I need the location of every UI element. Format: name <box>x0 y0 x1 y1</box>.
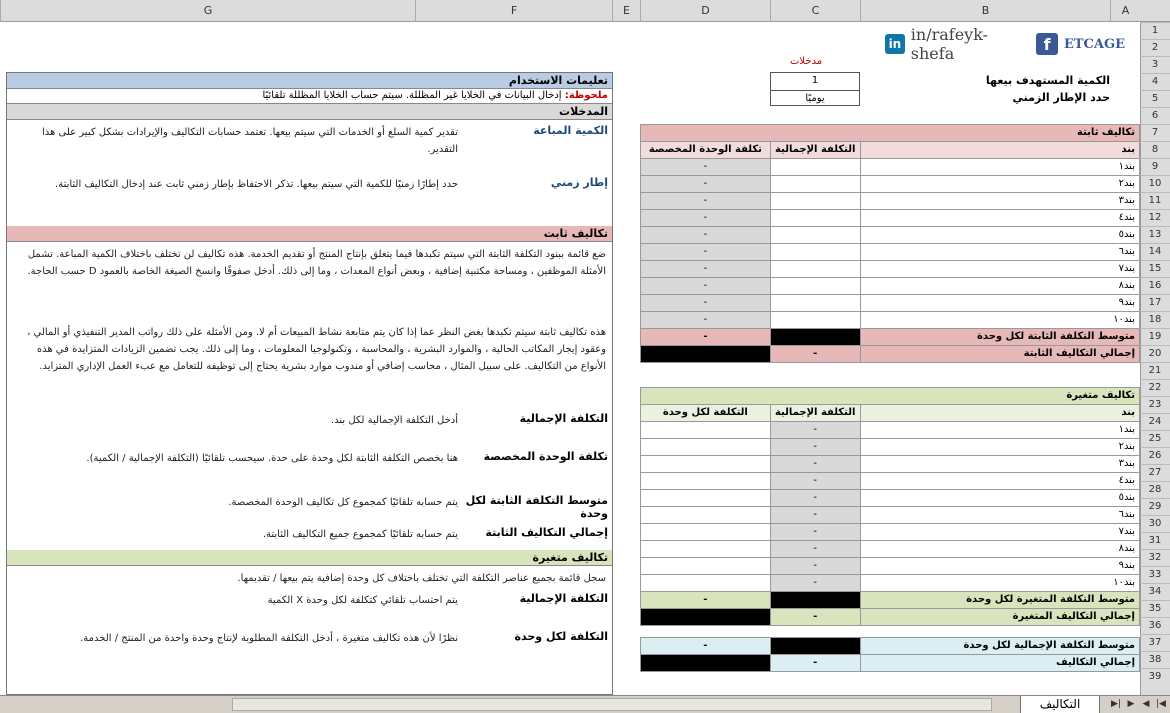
item-label[interactable]: بند٢ <box>860 439 1139 456</box>
sum-text: يتم حسابه تلقائيًا كمجموع جميع التكاليف الثابتة. <box>262 529 458 540</box>
time-key: إطار زمني <box>550 176 608 189</box>
total-cost-cell[interactable] <box>770 210 860 227</box>
row-header[interactable]: 20 <box>1140 345 1170 362</box>
variable-section-title: تكاليف متغيرة <box>7 550 612 566</box>
row-header[interactable]: 33 <box>1140 566 1170 583</box>
row-header[interactable]: 28 <box>1140 481 1170 498</box>
fixed-total-label: إجمالي التكاليف الثابتة <box>860 346 1139 363</box>
unit-cost-cell[interactable] <box>641 541 771 558</box>
row-header[interactable]: 5 <box>1140 90 1170 107</box>
row-header[interactable]: 7 <box>1140 124 1170 141</box>
total-cost-cell[interactable] <box>770 193 860 210</box>
fixed-total-value[interactable]: - <box>770 346 860 363</box>
row-header[interactable]: 34 <box>1140 583 1170 600</box>
note-text: إدخال البيانات في الخلايا غير المظللة. سيتم حساب الخلايا المظللة تلقائيًا <box>262 90 562 101</box>
totals-table <box>640 637 1140 672</box>
worksheet <box>0 22 1140 695</box>
row-header[interactable]: 11 <box>1140 192 1170 209</box>
table-row <box>641 261 1140 278</box>
row-header[interactable]: 37 <box>1140 634 1170 651</box>
vunit-text: نظرًا لأن هذه تكاليف متغيرة ، أدخل التكلفة المطلوبة لإنتاج وحدة واحدة من المنتج / الخدمة. <box>80 633 458 644</box>
unit-cost-cell[interactable]: - <box>641 227 771 244</box>
total-cost-cell[interactable]: - <box>770 490 860 507</box>
variable-col-item: بند <box>860 405 1139 422</box>
table-row <box>641 278 1140 295</box>
total-cost-cell[interactable] <box>770 244 860 261</box>
row-header[interactable]: 12 <box>1140 209 1170 226</box>
total-cost-cell[interactable] <box>770 312 860 329</box>
total-text: أدخل التكلفة الإجمالية لكل بند. <box>330 415 458 426</box>
total-cost-cell[interactable] <box>770 295 860 312</box>
site-name[interactable]: ETCAGE <box>1063 36 1125 52</box>
unit-cost-cell[interactable]: - <box>641 176 771 193</box>
fixed-avg-blank <box>770 329 860 346</box>
avg-key: متوسط التكلفة الثابتة لكل وحدة <box>465 494 608 520</box>
item-label[interactable]: بند٥ <box>860 227 1139 244</box>
table-row <box>641 456 1140 473</box>
timeframe-label: حدد الإطار الزمني <box>1012 91 1110 104</box>
total-avg-value[interactable]: - <box>641 638 771 655</box>
variable-col-unit: التكلفة لكل وحدة <box>641 405 771 422</box>
variable-total-label: إجمالي التكاليف المتغيرة <box>860 609 1139 626</box>
fixed-col-item: بند <box>860 142 1139 159</box>
item-label[interactable]: بند١ <box>860 422 1139 439</box>
item-label[interactable]: بند٥ <box>860 490 1139 507</box>
table-row <box>641 244 1140 261</box>
table-row <box>641 490 1140 507</box>
table-row <box>641 227 1140 244</box>
vtotal-instruction <box>7 588 612 626</box>
table-row <box>641 507 1140 524</box>
fixed-costs-title: تكاليف ثابتة <box>641 125 1140 142</box>
row-header[interactable]: 9 <box>1140 158 1170 175</box>
row-header[interactable]: 14 <box>1140 243 1170 260</box>
row-header[interactable]: 4 <box>1140 73 1170 90</box>
item-label[interactable]: بند١ <box>860 159 1139 176</box>
row-header[interactable]: 39 <box>1140 668 1170 685</box>
timeframe-select[interactable]: يوميًا <box>771 90 859 107</box>
item-label[interactable]: بند١٠ <box>860 312 1139 329</box>
table-row <box>641 558 1140 575</box>
row-header[interactable]: 29 <box>1140 498 1170 515</box>
unit-cost-cell[interactable]: - <box>641 261 771 278</box>
column-header-c[interactable]: C <box>770 0 860 22</box>
row-header[interactable]: 13 <box>1140 226 1170 243</box>
row-header[interactable]: 25 <box>1140 430 1170 447</box>
variable-avg-label: متوسط التكلفة المتغيرة لكل وحدة <box>860 592 1139 609</box>
qty-text: تقدير كمية السلع أو الخدمات التي سيتم بيعها. تعتمد حسابات التكاليف والإيرادات بشكل كبير على هذا التقدير. <box>42 127 458 155</box>
sum-key: إجمالي التكاليف الثابتة <box>485 526 608 539</box>
inputs-heading: مدخلات <box>790 56 823 67</box>
row-header[interactable]: 19 <box>1140 328 1170 345</box>
total-cost-cell[interactable]: - <box>770 422 860 439</box>
item-label[interactable]: بند٧ <box>860 261 1139 278</box>
row-header-bar <box>1140 22 1170 695</box>
fixed-paragraph-2: هذه تكاليف ثابتة سيتم تكبدها بغض النظر عما إذا كان يتم متابعة نشاط المبيعات أم لا. ومن الأمثلة على ذلك رواتب المدير التنفيذي أو المالي ، وعقود إيجار المكاتب الحالية ، والموارد البشرية ، والمحاسبة ، وتكنولوجيا المعلومات ، وما إلى ذلك. يجب تضمين الزيادات المتزايدة في هذه الأنواع من التكاليف. على سبيل المثال ، محاسب إضافي أو مندوب موارد بشرية يحتاج إلى توظيفه للتعامل مع عبء العمل الإداري المتزايد. <box>27 327 606 372</box>
variable-avg-value[interactable]: - <box>641 592 771 609</box>
column-header-d[interactable]: D <box>640 0 770 22</box>
table-row <box>641 312 1140 329</box>
row-header[interactable]: 27 <box>1140 464 1170 481</box>
fixed-avg-label: متوسط التكلفة الثابتة لكل وحدة <box>860 329 1139 346</box>
total-cost-cell[interactable]: - <box>770 575 860 592</box>
unit-cost-cell[interactable] <box>641 422 771 439</box>
unit-cost-cell[interactable] <box>641 558 771 575</box>
item-label[interactable]: بند٨ <box>860 278 1139 295</box>
instructions-title: تعليمات الاستخدام <box>7 73 612 89</box>
qty-key: الكمية المباعة <box>533 124 608 137</box>
total-key: التكلفة الإجمالية <box>519 412 608 425</box>
prev-sheet-icon[interactable]: ◀ <box>1142 699 1150 709</box>
last-sheet-icon[interactable]: ▶| <box>1111 699 1121 709</box>
time-text: حدد إطارًا زمنيًا للكمية التي سيتم بيعها. تذكر الاحتفاظ بإطار زمني ثابت عند إدخال التكاليف الثابتة. <box>55 179 458 190</box>
row-header[interactable]: 32 <box>1140 549 1170 566</box>
item-label[interactable]: بند٦ <box>860 507 1139 524</box>
unit-cost-cell[interactable] <box>641 439 771 456</box>
unit-cost-cell[interactable]: - <box>641 159 771 176</box>
table-row <box>641 422 1140 439</box>
vtotal-key: التكلفة الإجمالية <box>519 592 608 605</box>
unit-cost-cell[interactable]: - <box>641 312 771 329</box>
unit-cost-cell[interactable] <box>641 473 771 490</box>
item-label[interactable]: بند٢ <box>860 176 1139 193</box>
unit-cost-cell[interactable] <box>641 524 771 541</box>
avg-text: يتم حسابه تلقائيًا كمجموع كل تكاليف الوحدة المخصصة. <box>228 497 458 508</box>
total-instruction <box>7 408 612 446</box>
unit-cost-cell[interactable] <box>641 575 771 592</box>
item-label[interactable]: بند١٠ <box>860 575 1139 592</box>
total-costs-label: إجمالي التكاليف <box>860 655 1139 672</box>
brand-links <box>885 25 1125 63</box>
table-row <box>641 575 1140 592</box>
unit-cost-cell[interactable] <box>641 456 771 473</box>
facebook-icon[interactable]: f <box>1036 33 1058 55</box>
row-header[interactable]: 30 <box>1140 515 1170 532</box>
unit-instruction <box>7 446 612 490</box>
total-cost-cell[interactable]: - <box>770 439 860 456</box>
item-label[interactable]: بند٧ <box>860 524 1139 541</box>
instructions-note <box>7 89 612 104</box>
variable-costs-title: تكاليف متغيرة <box>641 388 1140 405</box>
unit-cost-cell[interactable]: - <box>641 210 771 227</box>
inputs-box <box>770 72 860 106</box>
qty-instruction <box>7 120 612 172</box>
item-label[interactable]: بند٤ <box>860 473 1139 490</box>
table-row <box>641 176 1140 193</box>
row-header[interactable]: 38 <box>1140 651 1170 668</box>
total-cost-cell[interactable] <box>770 227 860 244</box>
row-header[interactable]: 3 <box>1140 56 1170 73</box>
variable-total-value[interactable]: - <box>770 609 860 626</box>
sum-instruction <box>7 522 612 550</box>
variable-costs-table <box>640 387 1140 626</box>
fixed-section-title: تكاليف ثابت <box>7 226 612 242</box>
item-label[interactable]: بند٦ <box>860 244 1139 261</box>
linkedin-icon[interactable]: in <box>885 34 905 54</box>
table-row <box>641 210 1140 227</box>
time-instruction <box>7 172 612 226</box>
variable-avg-blank <box>770 592 860 609</box>
total-avg-label: متوسط التكلفة الإجمالية لكل وحدة <box>860 638 1139 655</box>
vtotal-text: يتم احتساب تلقائي كتكلفة لكل وحدة X الكمية <box>267 595 458 606</box>
item-label[interactable]: بند٤ <box>860 210 1139 227</box>
sheet-tab-costs[interactable]: التكاليف <box>1020 696 1100 713</box>
avg-instruction <box>7 490 612 522</box>
first-sheet-icon[interactable]: |◀ <box>1156 699 1166 709</box>
variable-total-blank <box>641 609 771 626</box>
unit-cost-cell[interactable]: - <box>641 193 771 210</box>
fixed-col-total: التكلفة الإجمالية <box>770 142 860 159</box>
unit-cost-cell[interactable] <box>641 490 771 507</box>
row-header[interactable]: 6 <box>1140 107 1170 124</box>
total-cost-cell[interactable]: - <box>770 541 860 558</box>
column-header-f[interactable]: F <box>415 0 612 22</box>
table-row <box>641 159 1140 176</box>
row-header[interactable]: 17 <box>1140 294 1170 311</box>
vunit-key: التكلفة لكل وحدة <box>514 630 608 643</box>
linkedin-handle[interactable]: in/rafeyk-shefa <box>910 25 989 63</box>
quantity-label: الكمية المستهدف بيعها <box>985 74 1110 87</box>
row-header[interactable]: 31 <box>1140 532 1170 549</box>
total-cost-cell[interactable]: - <box>770 507 860 524</box>
column-header-bar <box>0 0 1170 22</box>
unit-cost-cell[interactable]: - <box>641 295 771 312</box>
total-cost-cell[interactable]: - <box>770 473 860 490</box>
row-header[interactable]: 8 <box>1140 141 1170 158</box>
unit-cost-cell[interactable] <box>641 507 771 524</box>
horizontal-scrollbar[interactable] <box>232 698 992 711</box>
fixed-total-blank <box>641 346 771 363</box>
column-header-g[interactable]: G <box>0 0 415 22</box>
total-cost-cell[interactable] <box>770 278 860 295</box>
table-row <box>641 295 1140 312</box>
table-row <box>641 524 1140 541</box>
item-label[interactable]: بند٩ <box>860 558 1139 575</box>
total-cost-cell[interactable] <box>770 261 860 278</box>
total-cost-cell[interactable]: - <box>770 524 860 541</box>
next-sheet-icon[interactable]: ▶ <box>1127 699 1135 709</box>
row-header[interactable]: 26 <box>1140 447 1170 464</box>
total-cost-cell[interactable]: - <box>770 456 860 473</box>
instructions-panel <box>6 72 613 695</box>
fixed-col-unit: تكلفة الوحدة المخصصة <box>641 142 771 159</box>
inputs-section-title: المدخلات <box>7 104 612 120</box>
total-cost-cell[interactable] <box>770 159 860 176</box>
unit-key: تكلفة الوحدة المخصصة <box>483 450 608 463</box>
row-header[interactable]: 22 <box>1140 379 1170 396</box>
table-row <box>641 439 1140 456</box>
unit-text: هنا بخصص التكلفة الثابتة لكل وحدة على حدة. سيحسب تلقائيًا (التكلفة الإجمالية / الكمية). <box>86 453 458 464</box>
item-label[interactable]: بند٣ <box>860 193 1139 210</box>
total-avg-blank <box>770 638 860 655</box>
column-header-b[interactable]: B <box>860 0 1110 22</box>
row-header[interactable]: 21 <box>1140 362 1170 379</box>
row-header[interactable]: 16 <box>1140 277 1170 294</box>
table-row <box>641 541 1140 558</box>
total-costs-blank <box>641 655 771 672</box>
row-header[interactable]: 10 <box>1140 175 1170 192</box>
row-header[interactable]: 18 <box>1140 311 1170 328</box>
quantity-input[interactable]: 1 <box>811 75 819 86</box>
fixed-paragraph-1: ضع قائمة ببنود التكلفة الثابتة التي سيتم تكبدها فيما يتعلق بإنتاج المنتج أو تقديم الخدمة. هذه تكاليف لن تختلف باختلاف الكمية المباعة. تشمل الأمثلة الموظفين ، ومساحة مكتبية إضافية ، وبعض أنواع المعدات ، وما إلى ذلك. أدخل صفوفًا وانسخ الصيغة الخاصة بالعمود D حسب الحاجة. <box>27 249 606 277</box>
total-costs-value[interactable]: - <box>770 655 860 672</box>
item-label[interactable]: بند٣ <box>860 456 1139 473</box>
row-header[interactable]: 15 <box>1140 260 1170 277</box>
variable-col-total: التكلفة الإجمالية <box>770 405 860 422</box>
row-header[interactable]: 36 <box>1140 617 1170 634</box>
column-header-e[interactable]: E <box>612 0 640 22</box>
fixed-costs-table <box>640 124 1140 363</box>
row-header[interactable]: 1 <box>1140 22 1170 39</box>
row-header[interactable]: 24 <box>1140 413 1170 430</box>
sheet-tabs-bar <box>0 695 1170 713</box>
total-cost-cell[interactable] <box>770 176 860 193</box>
note-label: ملحوظة: <box>564 90 608 101</box>
table-row <box>641 193 1140 210</box>
table-row <box>641 473 1140 490</box>
column-header-a[interactable]: A <box>1110 0 1140 22</box>
unit-cost-cell[interactable]: - <box>641 244 771 261</box>
total-cost-cell[interactable]: - <box>770 558 860 575</box>
row-header[interactable]: 23 <box>1140 396 1170 413</box>
item-label[interactable]: بند٩ <box>860 295 1139 312</box>
fixed-avg-value[interactable]: - <box>641 329 771 346</box>
vunit-instruction <box>7 626 612 666</box>
row-header[interactable]: 2 <box>1140 39 1170 56</box>
variable-paragraph: سجل قائمة بجميع عناصر التكلفة التي تختلف باختلاف كل وحدة إضافية يتم بيعها / تقديمها. <box>237 573 606 584</box>
unit-cost-cell[interactable]: - <box>641 278 771 295</box>
item-label[interactable]: بند٨ <box>860 541 1139 558</box>
row-header[interactable]: 35 <box>1140 600 1170 617</box>
